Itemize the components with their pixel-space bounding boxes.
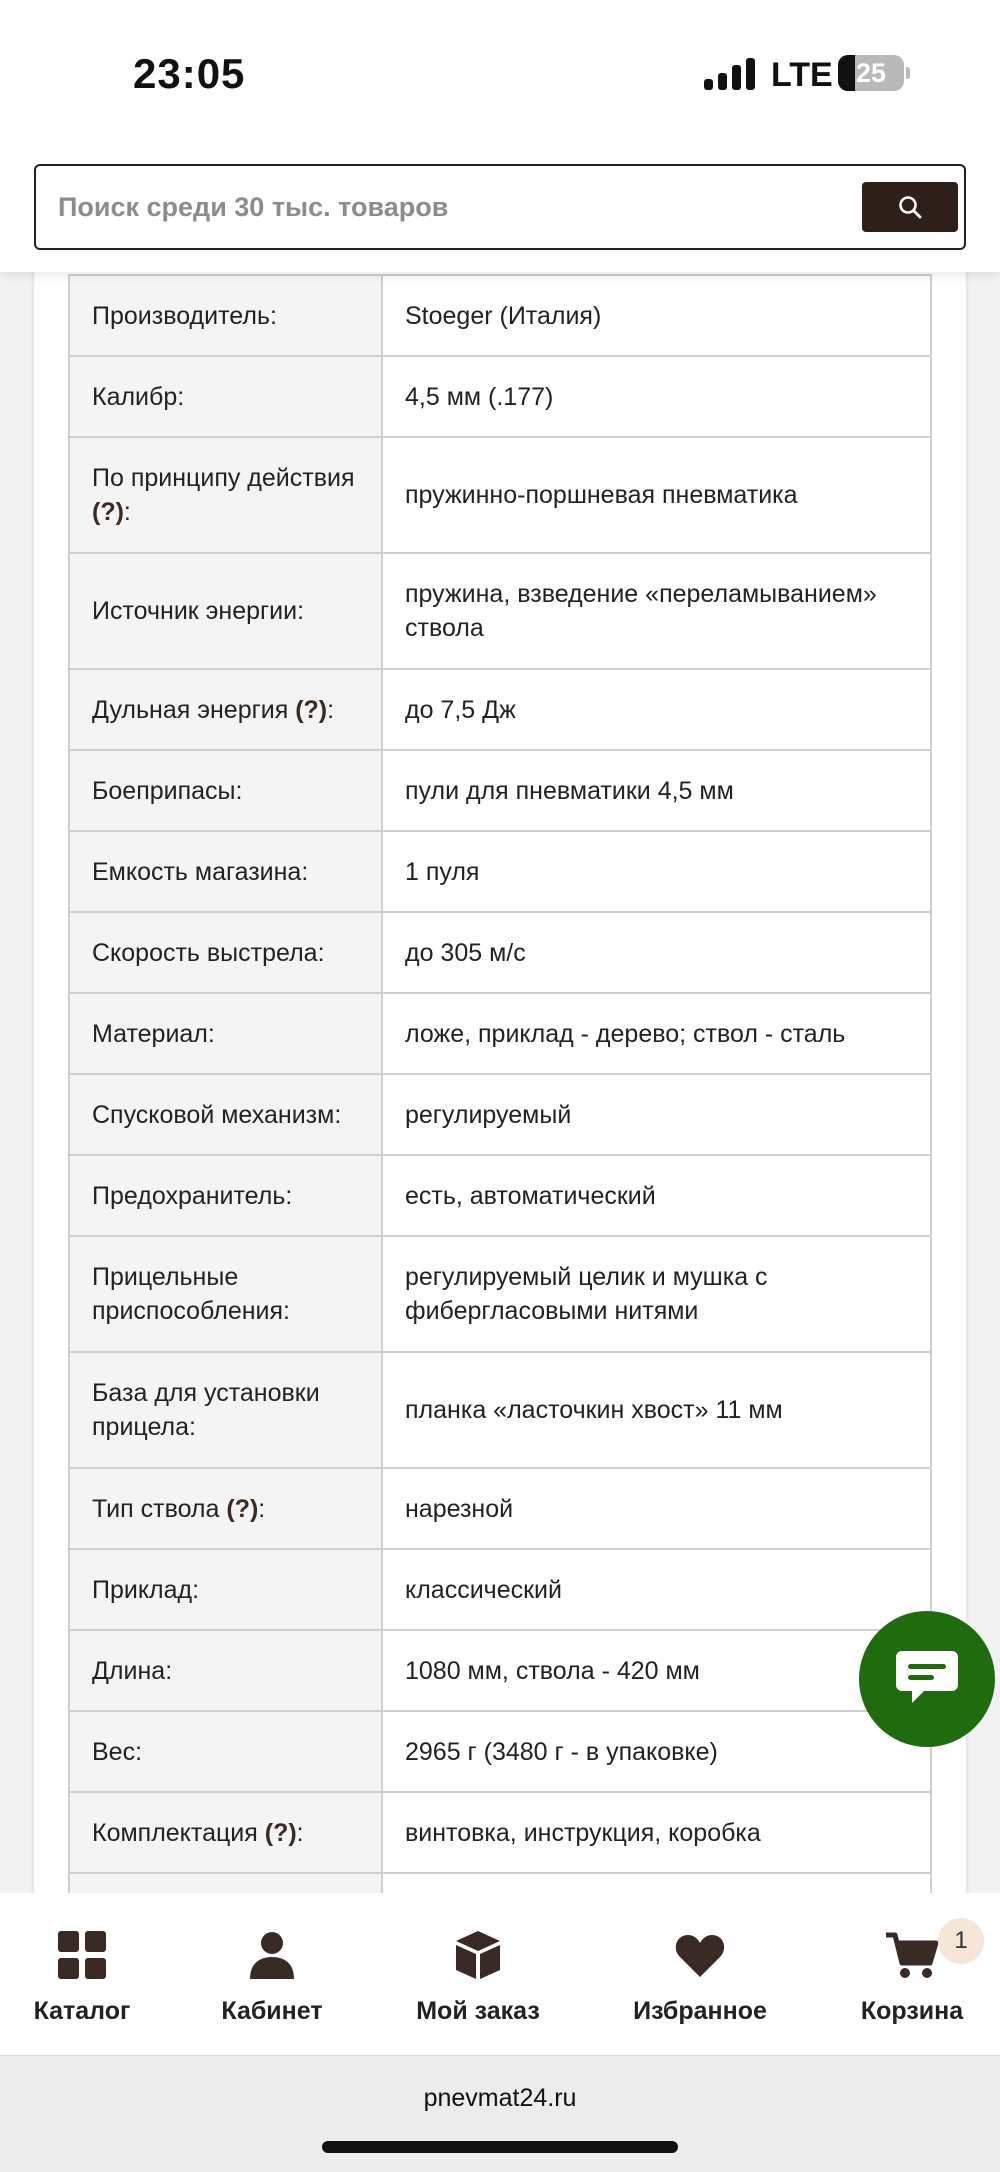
spec-value: регулируемый целик и мушка с фибергласовыми нитями: [382, 1236, 931, 1352]
bottom-nav: [0, 1893, 1000, 2055]
spec-key: [69, 1549, 382, 1630]
spec-key: [69, 553, 382, 669]
spec-key: [69, 356, 382, 437]
spec-key-text: Дульная энергия: [92, 695, 289, 724]
spec-key-text: Емкость магазина:: [92, 857, 309, 886]
spec-row: [69, 1549, 931, 1630]
spec-key-text: Прицельные приспособления:: [92, 1263, 290, 1325]
nav-label: Корзина: [860, 1997, 964, 2025]
signal-icon: [704, 56, 756, 90]
spec-key-suffix: :: [327, 695, 335, 724]
spec-key: [69, 1711, 382, 1792]
spec-row: [69, 437, 931, 553]
spec-key-text: Скорость выстрела:: [92, 938, 325, 967]
spec-key-text: Материал:: [92, 1019, 215, 1048]
nav-label: Мой заказ: [416, 1997, 540, 2025]
spec-key-suffix: :: [258, 1494, 266, 1523]
status-time: 23:05: [133, 50, 246, 97]
nav-label: Кабинет: [221, 1997, 323, 2025]
spec-key: [69, 1236, 382, 1352]
spec-value: регулируемый: [382, 1074, 931, 1155]
spec-key: [69, 1074, 382, 1155]
spec-row: [69, 912, 931, 993]
search-input[interactable]: [58, 166, 858, 248]
spec-row: [69, 750, 931, 831]
spec-key: [69, 993, 382, 1074]
spec-row: [69, 1792, 931, 1873]
spec-value: 1080 мм, ствола - 420 мм: [382, 1630, 931, 1711]
spec-key-text: Комплектация: [92, 1818, 258, 1847]
spec-key-text: Спусковой механизм:: [92, 1100, 342, 1129]
spec-row: [69, 1468, 931, 1549]
spec-key-text: База для установки прицела:: [92, 1379, 320, 1441]
nav-account[interactable]: [202, 1893, 342, 2055]
spec-value: до 305 м/с: [382, 912, 931, 993]
spec-row: [69, 993, 931, 1074]
cart-icon: [884, 1927, 940, 1983]
spec-value: пули для пневматики 4,5 мм: [382, 750, 931, 831]
search-box: [34, 164, 966, 250]
spec-value: пружинно-поршневая пневматика: [382, 437, 931, 553]
spec-row: [69, 553, 931, 669]
spec-row: [69, 1155, 931, 1236]
spec-value: винтовка, инструкция, коробка: [382, 1792, 931, 1873]
spec-key: [69, 1630, 382, 1711]
spec-key: [69, 669, 382, 750]
nav-label: Избранное: [633, 1997, 767, 2025]
spec-row: [69, 356, 931, 437]
spec-value: классический: [382, 1549, 931, 1630]
spec-key-text: Вес:: [92, 1737, 143, 1766]
help-link[interactable]: (?): [226, 1494, 259, 1523]
spec-key: [69, 1468, 382, 1549]
spec-value: есть, автоматический: [382, 1155, 931, 1236]
spec-key: [69, 1792, 382, 1873]
spec-value: пружина, взведение «переламыванием» ствола: [382, 553, 931, 669]
spec-key-text: По принципу действия: [92, 464, 355, 492]
spec-key: [69, 912, 382, 993]
spec-row: [69, 831, 931, 912]
spec-key: [69, 275, 382, 356]
box-icon: [450, 1927, 506, 1983]
spec-key: [69, 1155, 382, 1236]
browser-bar: [0, 2055, 1000, 2172]
spec-value: планка «ласточкин хвост» 11 мм: [382, 1352, 931, 1468]
spec-key-text: Калибр:: [92, 382, 185, 411]
spec-value: нарезной: [382, 1468, 931, 1549]
nav-my-order[interactable]: [398, 1893, 558, 2055]
spec-key-suffix: :: [296, 1818, 304, 1847]
user-icon: [244, 1927, 300, 1983]
spec-row: [69, 669, 931, 750]
spec-row: [69, 1352, 931, 1468]
spec-key-suffix: :: [123, 498, 131, 526]
spec-key-text: Приклад:: [92, 1575, 200, 1604]
search-icon: [897, 194, 923, 220]
network-label: LTE: [771, 56, 833, 94]
search-header: [0, 150, 1000, 272]
spec-key: [69, 750, 382, 831]
heart-icon: [672, 1927, 728, 1983]
spec-value: 4,5 мм (.177): [382, 356, 931, 437]
spec-row: [69, 275, 931, 356]
nav-favorites[interactable]: [620, 1893, 780, 2055]
spec-value: до 7,5 Дж: [382, 669, 931, 750]
help-link[interactable]: (?): [295, 695, 328, 724]
status-bar: [0, 0, 1000, 150]
cart-count-badge: 1: [938, 1918, 984, 1964]
nav-catalog[interactable]: [12, 1893, 152, 2055]
battery-level: 25: [855, 58, 887, 88]
spec-key: [69, 1352, 382, 1468]
spec-key: [69, 831, 382, 912]
spec-row: [69, 1711, 931, 1792]
spec-key-text: Боеприпасы:: [92, 776, 243, 805]
spec-value: 1 пуля: [382, 831, 931, 912]
nav-label: Каталог: [33, 1997, 131, 2025]
specs-table: [68, 274, 932, 1914]
spec-key: [69, 437, 382, 553]
url-field[interactable]: pnevmat24.ru: [423, 2084, 577, 2112]
spec-key-text: Длина:: [92, 1656, 173, 1685]
chat-icon: [894, 1649, 960, 1709]
spec-row: [69, 1236, 931, 1352]
spec-value: 2965 г (3480 г - в упаковке): [382, 1711, 931, 1792]
spec-key-text: Производитель:: [92, 301, 277, 330]
help-link[interactable]: (?): [92, 498, 124, 526]
spec-key-text: Источник энергии:: [92, 597, 305, 625]
spec-key-text: Тип ствола: [92, 1494, 220, 1523]
grid-icon: [54, 1927, 110, 1983]
spec-value: ложе, приклад - дерево; ствол - сталь: [382, 993, 931, 1074]
spec-row: [69, 1074, 931, 1155]
spec-value: Stoeger (Италия): [382, 275, 931, 356]
home-indicator[interactable]: [322, 2141, 678, 2153]
spec-row: [69, 1630, 931, 1711]
spec-key-text: Предохранитель:: [92, 1181, 293, 1210]
battery-icon: [838, 55, 910, 91]
search-button[interactable]: [862, 182, 958, 232]
chat-button[interactable]: [859, 1611, 995, 1747]
help-link[interactable]: (?): [264, 1818, 297, 1847]
